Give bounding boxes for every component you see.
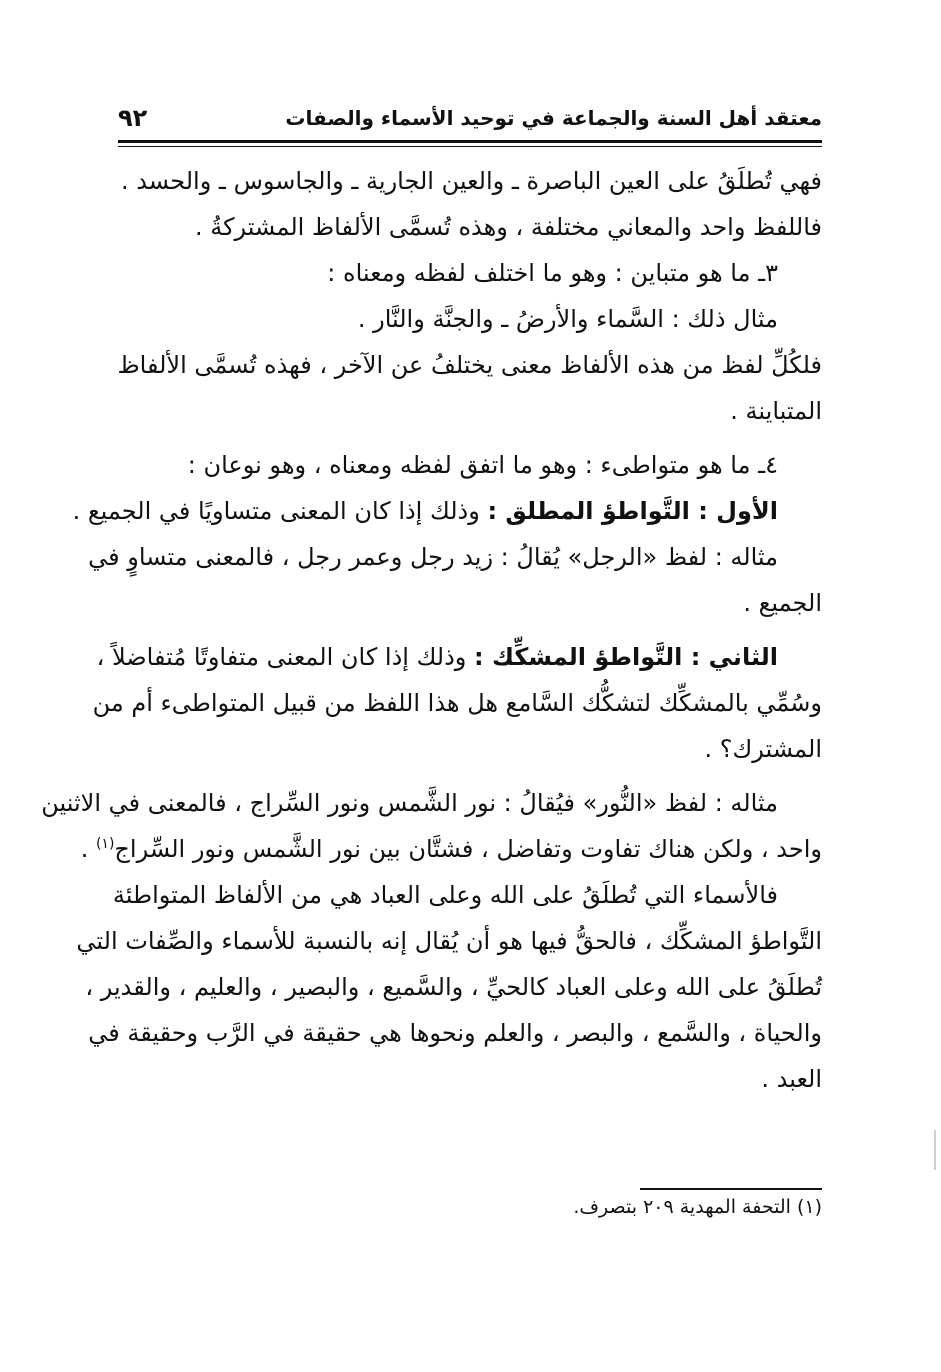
main-text <box>41 158 822 1102</box>
text-line: فالأسماء التي تُطلَقُ على الله وعلى العباد هي من الألفاظ المتواطئة <box>112 881 778 909</box>
term-heading: الثاني : التَّواطؤ المشكِّك : <box>474 643 778 671</box>
term-definition: وذلك إذا كان المعنى متساويًا في الجميع . <box>72 497 488 525</box>
paragraph-gap <box>118 772 822 780</box>
footnote-separator <box>640 1188 822 1190</box>
text-line: التَّواطؤ المشكِّك ، فالحقُّ فيها هو أن يُقال إنه بالنسبة للأسماء والصِّفات التي <box>76 927 822 955</box>
paragraph-gap <box>118 434 822 442</box>
text-line <box>80 826 822 872</box>
running-title: معتقد أهل السنة والجماعة في توحيد الأسماء والصفات <box>285 106 822 130</box>
header-rule-thin <box>118 146 822 147</box>
text-line <box>72 488 822 534</box>
text-line: مثال ذلك : السَّماء والأرضُ ـ والجنَّة والنَّار . <box>357 305 778 333</box>
text-line: تُطلَقُ على الله وعلى العباد كالحيِّ ، والسَّميع ، والبصير ، والعليم ، والقدير ، <box>85 973 822 1001</box>
page-header <box>118 100 822 140</box>
text-line: فهي تُطلَقُ على العين الباصرة ـ والعين الجارية ـ والجاسوس ـ والحسد . <box>120 167 822 195</box>
text-line: ٤ـ ما هو متواطىء : وهو ما اتفق لفظه ومعناه ، وهو نوعان : <box>187 451 778 479</box>
text-line: المشترك؟ . <box>704 735 822 763</box>
header-rule-thick <box>118 140 822 143</box>
scan-edge-mark <box>934 1130 936 1170</box>
text-line: والحياة ، والسَّمع ، والبصر ، والعلم ونحوها هي حقيقة في الرَّب وحقيقة في <box>88 1019 822 1047</box>
text-line: وسُمِّي بالمشكِّك لتشكُّك السَّامع هل هذا اللفظ من قبيل المتواطىء أم من <box>92 689 822 717</box>
text-line: ٣ـ ما هو متباين : وهو ما اختلف لفظه ومعناه : <box>327 259 778 287</box>
paragraph-gap <box>118 626 822 634</box>
text-line: فاللفظ واحد والمعاني مختلفة ، وهذه تُسمَّى الألفاظ المشتركةُ . <box>195 213 822 241</box>
text-line: الجميع . <box>743 589 822 617</box>
footnote: (١) التحفة المهدية ٢٠٩ بتصرف. <box>573 1196 822 1218</box>
term-definition: وذلك إذا كان المعنى متفاوتًا مُتفاضلاً ، <box>96 643 475 671</box>
text-line: العبد . <box>761 1065 822 1093</box>
term-heading: الأول : التَّواطؤ المطلق : <box>487 497 778 525</box>
text-line: مثاله : لفظ «النُّور» فيُقالُ : نور الشَّمس ونور السِّراج ، فالمعنى في الاثنين <box>41 789 778 817</box>
text-segment: . <box>80 835 96 863</box>
text-line: المتباينة . <box>730 397 822 425</box>
footnote-reference[interactable]: (١) <box>95 836 115 852</box>
text-segment: واحد ، ولكن هناك تفاوت وتفاضل ، فشتَّان بين نور الشَّمس ونور السِّراج <box>114 835 822 863</box>
text-line <box>96 634 822 680</box>
text-line: مثاله : لفظ «الرجل» يُقالُ : زيد رجل وعمر رجل ، فالمعنى متساوٍ في <box>88 543 778 571</box>
page-number: ٩٢ <box>118 104 148 132</box>
text-line: فلكُلِّ لفظ من هذه الألفاظ معنى يختلفُ عن الآخر ، فهذه تُسمَّى الألفاظ <box>117 351 822 379</box>
